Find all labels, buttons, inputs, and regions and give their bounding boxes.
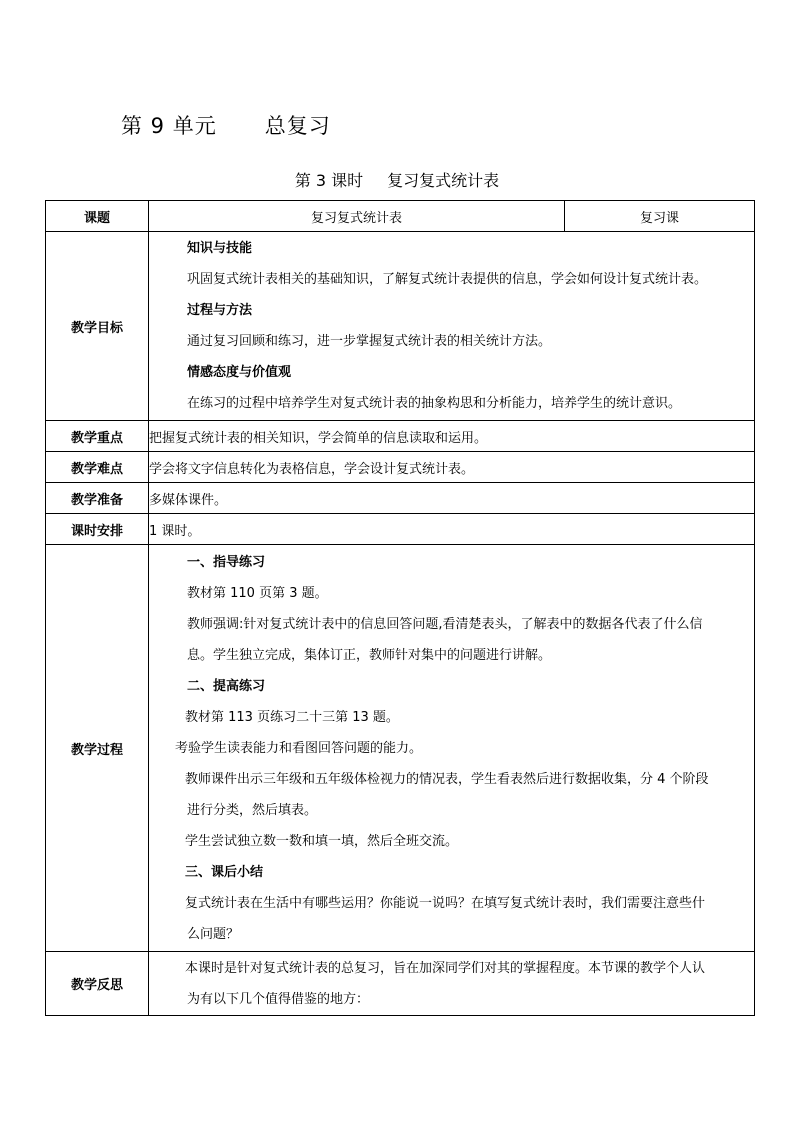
section2-line5: 学生尝试独立数一数和填一填，然后全班交流。 <box>185 833 459 849</box>
lesson-plan-table <box>45 200 755 1016</box>
unit-label: 第 9 单元 <box>121 114 217 138</box>
difficulty-text: 学会将文字信息转化为表格信息，学会设计复式统计表。 <box>149 452 755 483</box>
row-key <box>46 421 755 452</box>
section2-line3: 教师课件出示三年级和五年级体检视力的情况表，学生看表然后进行数据收集，分 4 个阶段 <box>185 771 709 787</box>
lesson-name: 复习复式统计表 <box>387 171 500 190</box>
section2-heading: 二、提高练习 <box>187 678 266 694</box>
unit-title <box>121 110 331 140</box>
prep-text: 多媒体课件。 <box>149 483 755 514</box>
row-topic <box>46 201 755 232</box>
row-schedule <box>46 514 755 545</box>
process-heading: 过程与方法 <box>187 303 253 318</box>
emotion-text: 在练习的过程中培养学生对复式统计表的抽象构思和分析能力，培养学生的统计意识。 <box>187 396 682 411</box>
section1-line1: 教材第 110 页第 3 题。 <box>187 585 328 601</box>
topic-value: 复习复式统计表 <box>149 201 565 232</box>
key-label: 教学重点 <box>46 421 149 452</box>
process-label: 教学过程 <box>46 545 149 952</box>
goals-content <box>149 232 755 421</box>
process-content <box>149 545 755 952</box>
knowledge-text: 巩固复式统计表相关的基础知识，了解复式统计表提供的信息，学会如何设计复式统计表。 <box>187 272 708 287</box>
schedule-text: 1 课时。 <box>149 514 755 545</box>
knowledge-heading: 知识与技能 <box>187 241 253 256</box>
reflection-content <box>149 952 755 1016</box>
row-process <box>46 545 755 952</box>
row-prep <box>46 483 755 514</box>
process-text: 通过复习回顾和练习，进一步掌握复式统计表的相关统计方法。 <box>187 334 552 349</box>
unit-name: 总复习 <box>264 114 331 138</box>
emotion-heading: 情感态度与价值观 <box>187 365 292 380</box>
prep-label: 教学准备 <box>46 483 149 514</box>
goals-label: 教学目标 <box>46 232 149 421</box>
section2-line2: 考验学生读表能力和看图回答问题的能力。 <box>175 740 423 756</box>
reflection-line1: 本课时是针对复式统计表的总复习，旨在加深同学们对其的掌握程度。本节课的教学个人认 <box>185 960 706 976</box>
lesson-label: 第 3 课时 <box>294 171 364 190</box>
topic-type: 复习课 <box>565 201 755 232</box>
schedule-label: 课时安排 <box>46 514 149 545</box>
key-text: 把握复式统计表的相关知识，学会简单的信息读取和运用。 <box>149 421 755 452</box>
row-goals <box>46 232 755 421</box>
reflection-line2: 为有以下几个值得借鉴的地方： <box>187 991 370 1007</box>
lesson-title <box>0 168 794 191</box>
section1-line3: 息。学生独立完成，集体订正，教师针对集中的问题进行讲解。 <box>187 647 552 663</box>
section1-line2: 教师强调:针对复式统计表中的信息回答问题,看清楚表头，了解表中的数据各代表了什么信 <box>187 616 703 632</box>
difficulty-label: 教学难点 <box>46 452 149 483</box>
section3-line1: 复式统计表在生活中有哪些运用？你能说一说吗？在填写复式统计表时，我们需要注意些什 <box>185 895 706 911</box>
row-reflection <box>46 952 755 1016</box>
section1-heading: 一、指导练习 <box>187 554 266 570</box>
section3-line2: 么问题？ <box>187 926 240 942</box>
section3-heading: 三、课后小结 <box>185 864 264 880</box>
section2-line1: 教材第 113 页练习二十三第 13 题。 <box>185 709 399 725</box>
section2-line4: 进行分类，然后填表。 <box>187 802 318 818</box>
topic-label: 课题 <box>46 201 149 232</box>
reflection-label: 教学反思 <box>46 952 149 1016</box>
row-difficulty <box>46 452 755 483</box>
